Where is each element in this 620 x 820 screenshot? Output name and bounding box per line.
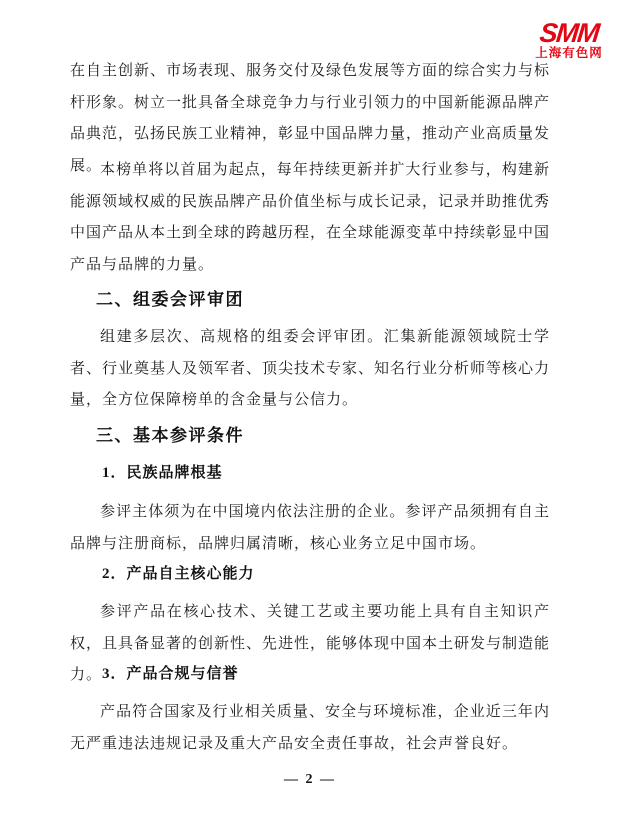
subsection-1-paragraph: 参评主体须为在中国境内依法注册的企业。参评产品须拥有自主品牌与注册商标，品牌归属清晰，核心业务立足中国市场。 — [70, 504, 550, 552]
body-paragraph: 本榜单将以首届为起点，每年持续更新并扩大行业参与，构建新能源领域权威的民族品牌产品价值坐标与成长记录，记录并助推优秀中国产品从本土到全球的跨越历程，在全球能源变革中持续彰显中国产品与品牌的力量。 — [70, 162, 551, 273]
smm-logo — [526, 18, 612, 61]
subsection-heading-2: 2．产品自主核心能力 — [102, 566, 255, 582]
subsection-3-paragraph: 产品符合国家及行业相关质量、安全与环境标准，企业近三年内无严重违法违规记录及重大产品安全责任事故，社会声誉良好。 — [70, 704, 550, 752]
smm-logo-subtext: 上海有色网 — [535, 46, 603, 60]
page-number: — 2 — — [284, 772, 336, 787]
intro-paragraph: 在自主创新、市场表现、服务交付及绿色发展等方面的综合实力与标杆形象。树立一批具备全球竞争力与行业引领力的中国新能源品牌产品典范，弘扬民族工业精神，彰显中国品牌力量，推动产业高质量发展。 — [70, 63, 551, 174]
section-heading-2: 二、组委会评审团 — [96, 290, 244, 309]
section-2-paragraph: 组建多层次、高规格的组委会评审团。汇集新能源领域院士学者、行业奠基人及领军者、顶尖技术专家、知名行业分析师等核心力量，全方位保障榜单的含金量与公信力。 — [70, 329, 551, 408]
subsection-2-paragraph: 参评产品在核心技术、关键工艺或主要功能上具有自主知识产权，且具备显著的创新性、先进性，能够体现中国本土研发与制造能力。 — [70, 604, 551, 683]
section-heading-3: 三、基本参评条件 — [96, 426, 244, 445]
smm-logo-text: SMM — [538, 18, 600, 48]
subsection-heading-1: 1．民族品牌根基 — [102, 465, 223, 481]
subsection-heading-3: 3．产品合规与信誉 — [102, 666, 239, 682]
